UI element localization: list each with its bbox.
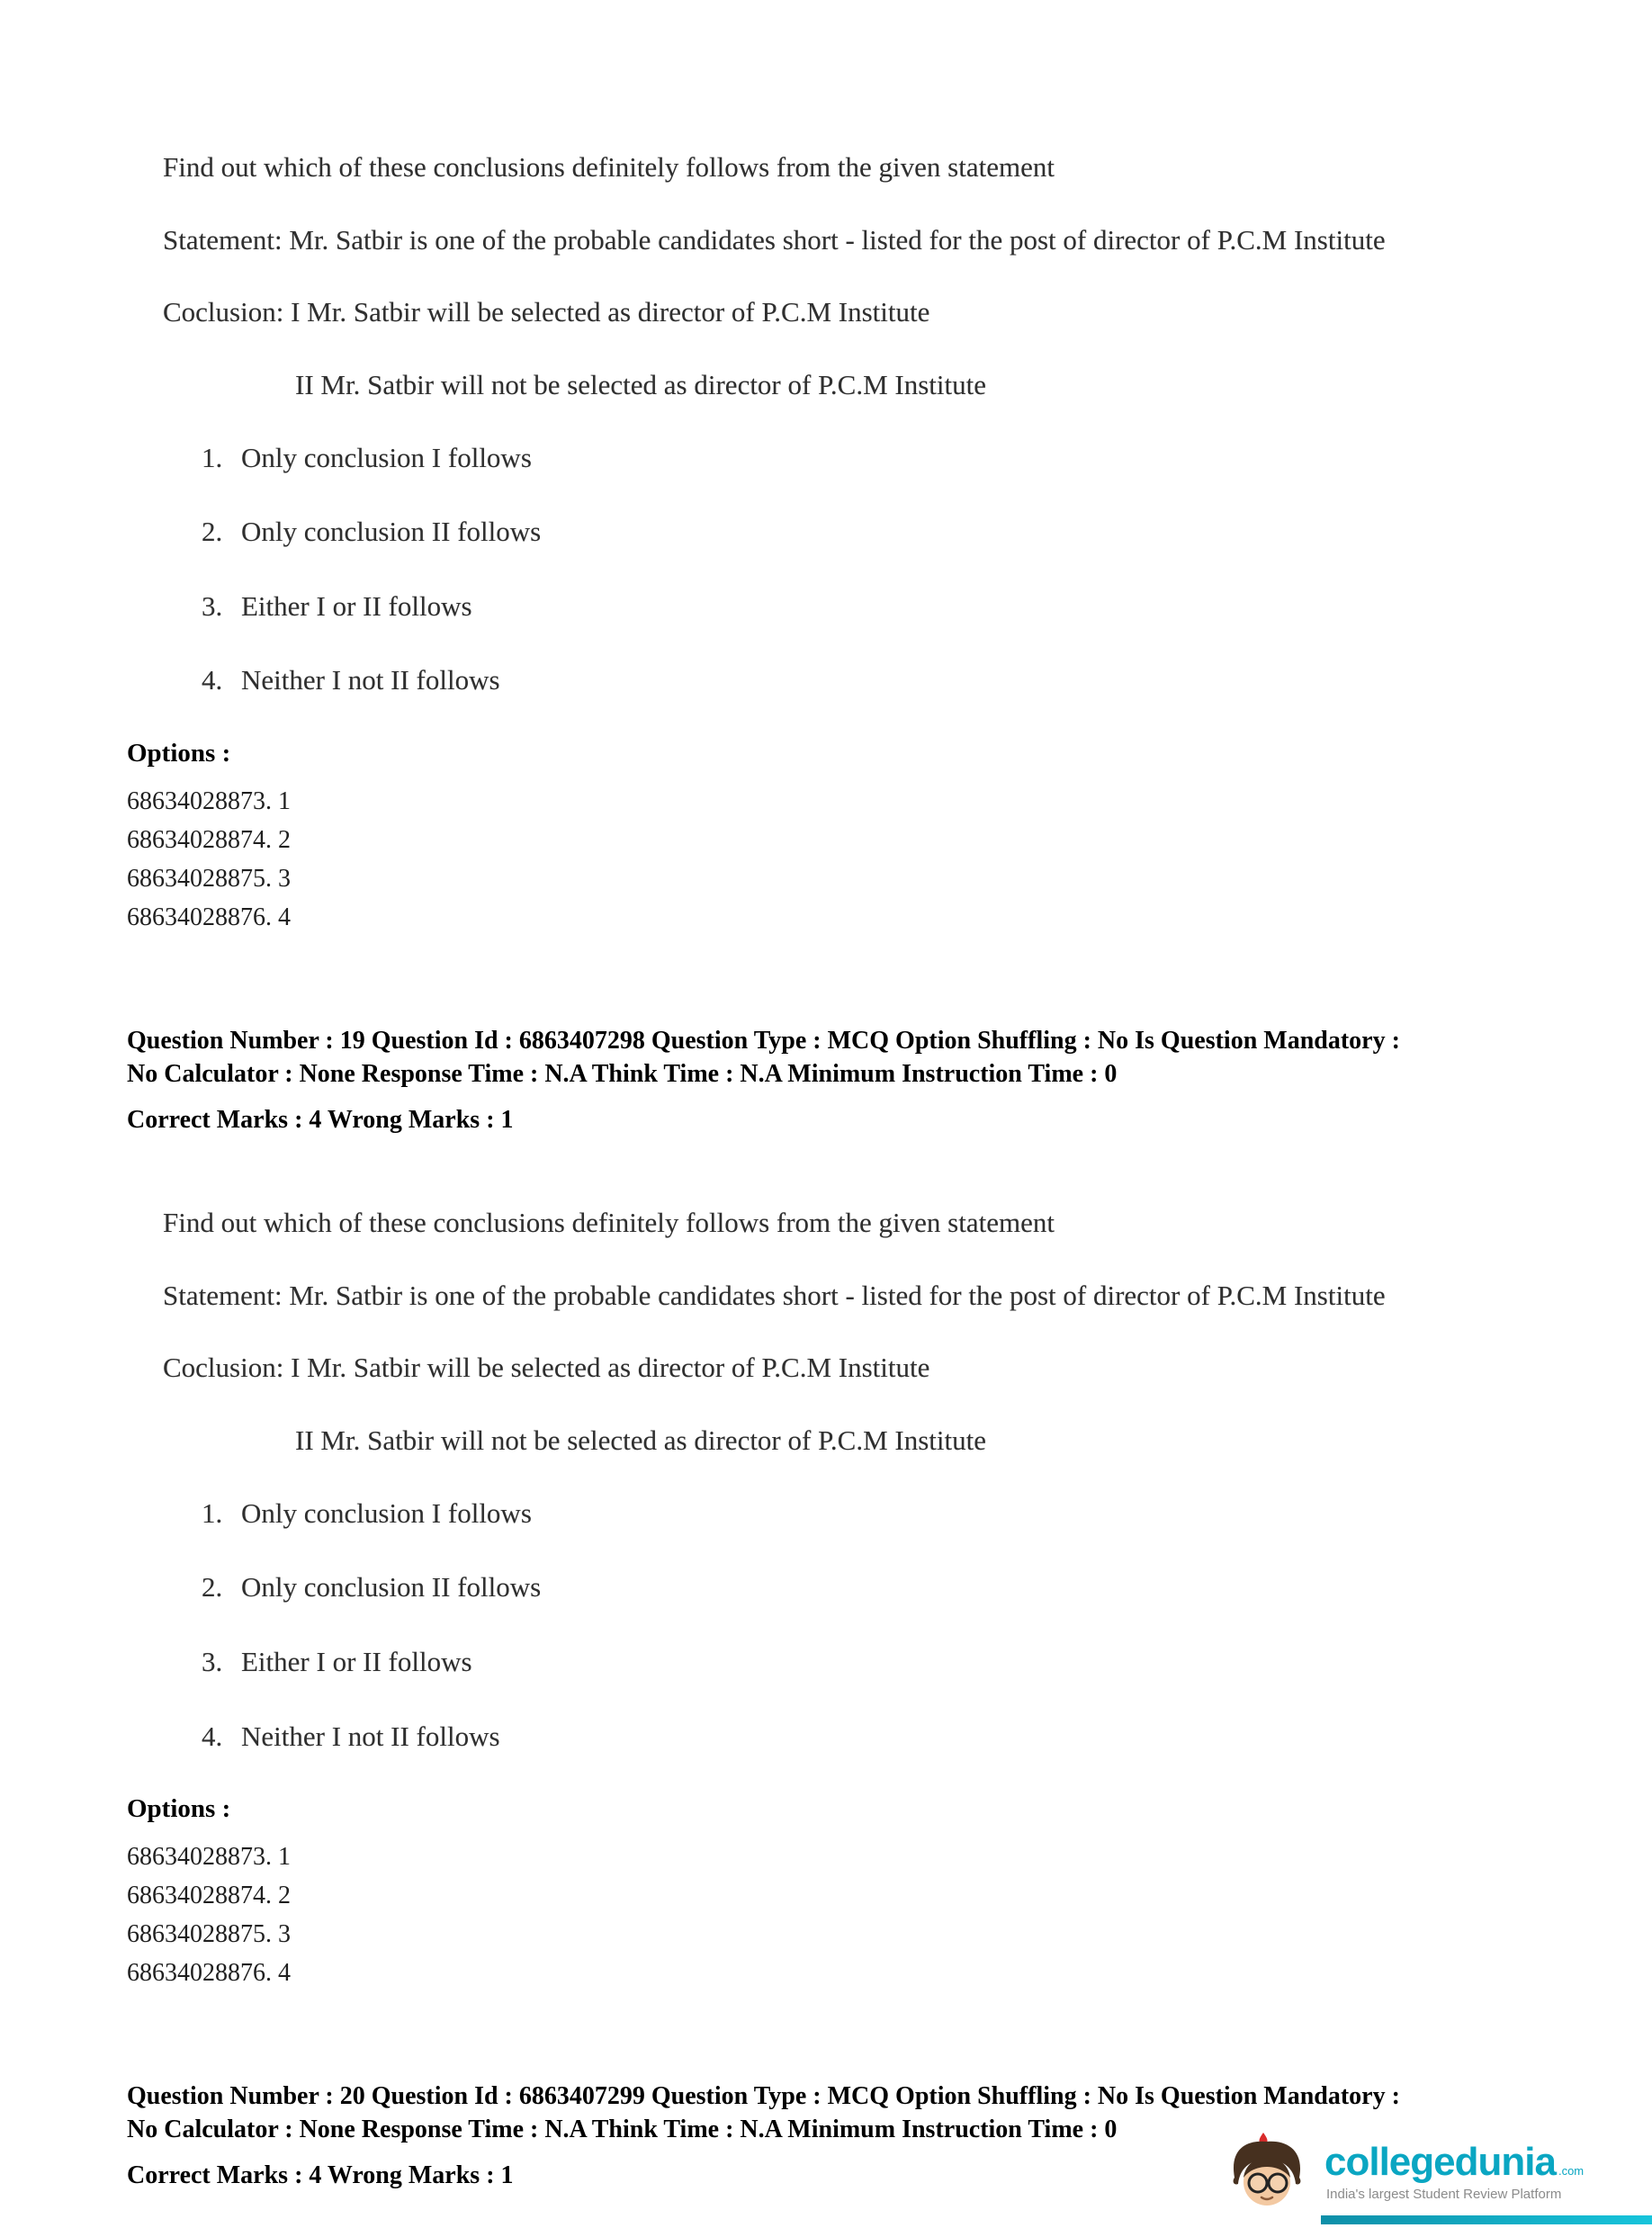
question-19-marks: Correct Marks : 4 Wrong Marks : 1: [127, 1106, 514, 1135]
collegedunia-wordmark: [1324, 2140, 1584, 2185]
question-body-2: [127, 1207, 1544, 1992]
question-19-header-line-1: Question Number : 19 Question Id : 6863407298 Question Type : MCQ Option Shuffling : No Is Question Mandatory :: [127, 1027, 1400, 1056]
choice-4: [202, 664, 1544, 696]
brand-underline-bar: [1321, 2215, 1652, 2224]
option-id-1: 68634028873. 1: [127, 787, 291, 816]
question-prompt: Find out which of these conclusions definitely follows from the given statement: [163, 1207, 1055, 1239]
choice-number: 3.: [202, 1645, 223, 1677]
choice-text: Either I or II follows: [241, 589, 472, 622]
option-id-2: 68634028874. 2: [127, 1882, 291, 1910]
option-id-3: 68634028875. 3: [127, 865, 291, 894]
option-id-2: 68634028874. 2: [127, 826, 291, 855]
brand-suffix: .com: [1558, 2164, 1585, 2178]
choice-list: [127, 1497, 1544, 1753]
collegedunia-watermark: [1222, 2127, 1652, 2228]
question-statement: Statement: Mr. Satbir is one of the probable candidates short - listed for the post of director of P.C.M Institute: [163, 1279, 1386, 1311]
option-id-4: 68634028876. 4: [127, 903, 291, 932]
brand-tagline: India's largest Student Review Platform: [1326, 2187, 1562, 2202]
options-label: Options :: [127, 1794, 231, 1824]
choice-text: Neither I not II follows: [241, 1720, 500, 1752]
collegedunia-mascot-icon: [1222, 2131, 1312, 2214]
choice-number: 3.: [202, 589, 223, 622]
question-19-meta: [127, 1024, 1544, 1136]
question-statement: Statement: Mr. Satbir is one of the probable candidates short - listed for the post of director of P.C.M Institute: [163, 223, 1386, 256]
question-prompt: Find out which of these conclusions definitely follows from the given statement: [163, 151, 1055, 183]
choice-number: 4.: [202, 1720, 223, 1752]
choice-2: [202, 1571, 1544, 1604]
question-19-header-line-2: No Calculator : None Response Time : N.A Think Time : N.A Minimum Instruction Time : 0: [127, 1060, 1118, 1089]
choice-3: [202, 590, 1544, 623]
question-20-marks: Correct Marks : 4 Wrong Marks : 1: [127, 2161, 514, 2190]
choice-number: 1.: [202, 1496, 223, 1529]
choice-number: 2.: [202, 516, 223, 548]
choice-1: [202, 1497, 1544, 1530]
choice-text: Only conclusion II follows: [241, 1571, 542, 1604]
choice-text: Only conclusion I follows: [241, 1496, 532, 1529]
question-conclusion-1: Coclusion: I Mr. Satbir will be selected as director of P.C.M Institute: [163, 1352, 930, 1384]
question-conclusion-1: Coclusion: I Mr. Satbir will be selected as director of P.C.M Institute: [163, 296, 930, 328]
choice-number: 4.: [202, 664, 223, 696]
choice-3: [202, 1646, 1544, 1678]
option-id-3: 68634028875. 3: [127, 1920, 291, 1949]
choice-1: [202, 442, 1544, 474]
question-20-header-line-2: No Calculator : None Response Time : N.A Think Time : N.A Minimum Instruction Time : 0: [127, 2116, 1118, 2144]
option-id-1: 68634028873. 1: [127, 1843, 291, 1872]
choice-text: Only conclusion I follows: [241, 441, 532, 473]
choice-number: 2.: [202, 1571, 223, 1604]
choice-4: [202, 1720, 1544, 1753]
choice-number: 1.: [202, 441, 223, 473]
question-body-1: [127, 151, 1544, 937]
choice-text: Either I or II follows: [241, 1645, 472, 1677]
question-20-header-line-1: Question Number : 20 Question Id : 6863407299 Question Type : MCQ Option Shuffling : No Is Question Mandatory :: [127, 2082, 1400, 2111]
choice-list: [127, 442, 1544, 697]
question-conclusion-2: II Mr. Satbir will not be selected as director of P.C.M Institute: [295, 1424, 986, 1457]
options-label: Options :: [127, 739, 231, 768]
choice-text: Neither I not II follows: [241, 664, 500, 696]
option-id-4: 68634028876. 4: [127, 1959, 291, 1988]
choice-text: Only conclusion II follows: [241, 516, 542, 548]
brand-text: collegedunia: [1324, 2140, 1556, 2184]
question-conclusion-2: II Mr. Satbir will not be selected as director of P.C.M Institute: [295, 368, 986, 400]
choice-2: [202, 516, 1544, 548]
